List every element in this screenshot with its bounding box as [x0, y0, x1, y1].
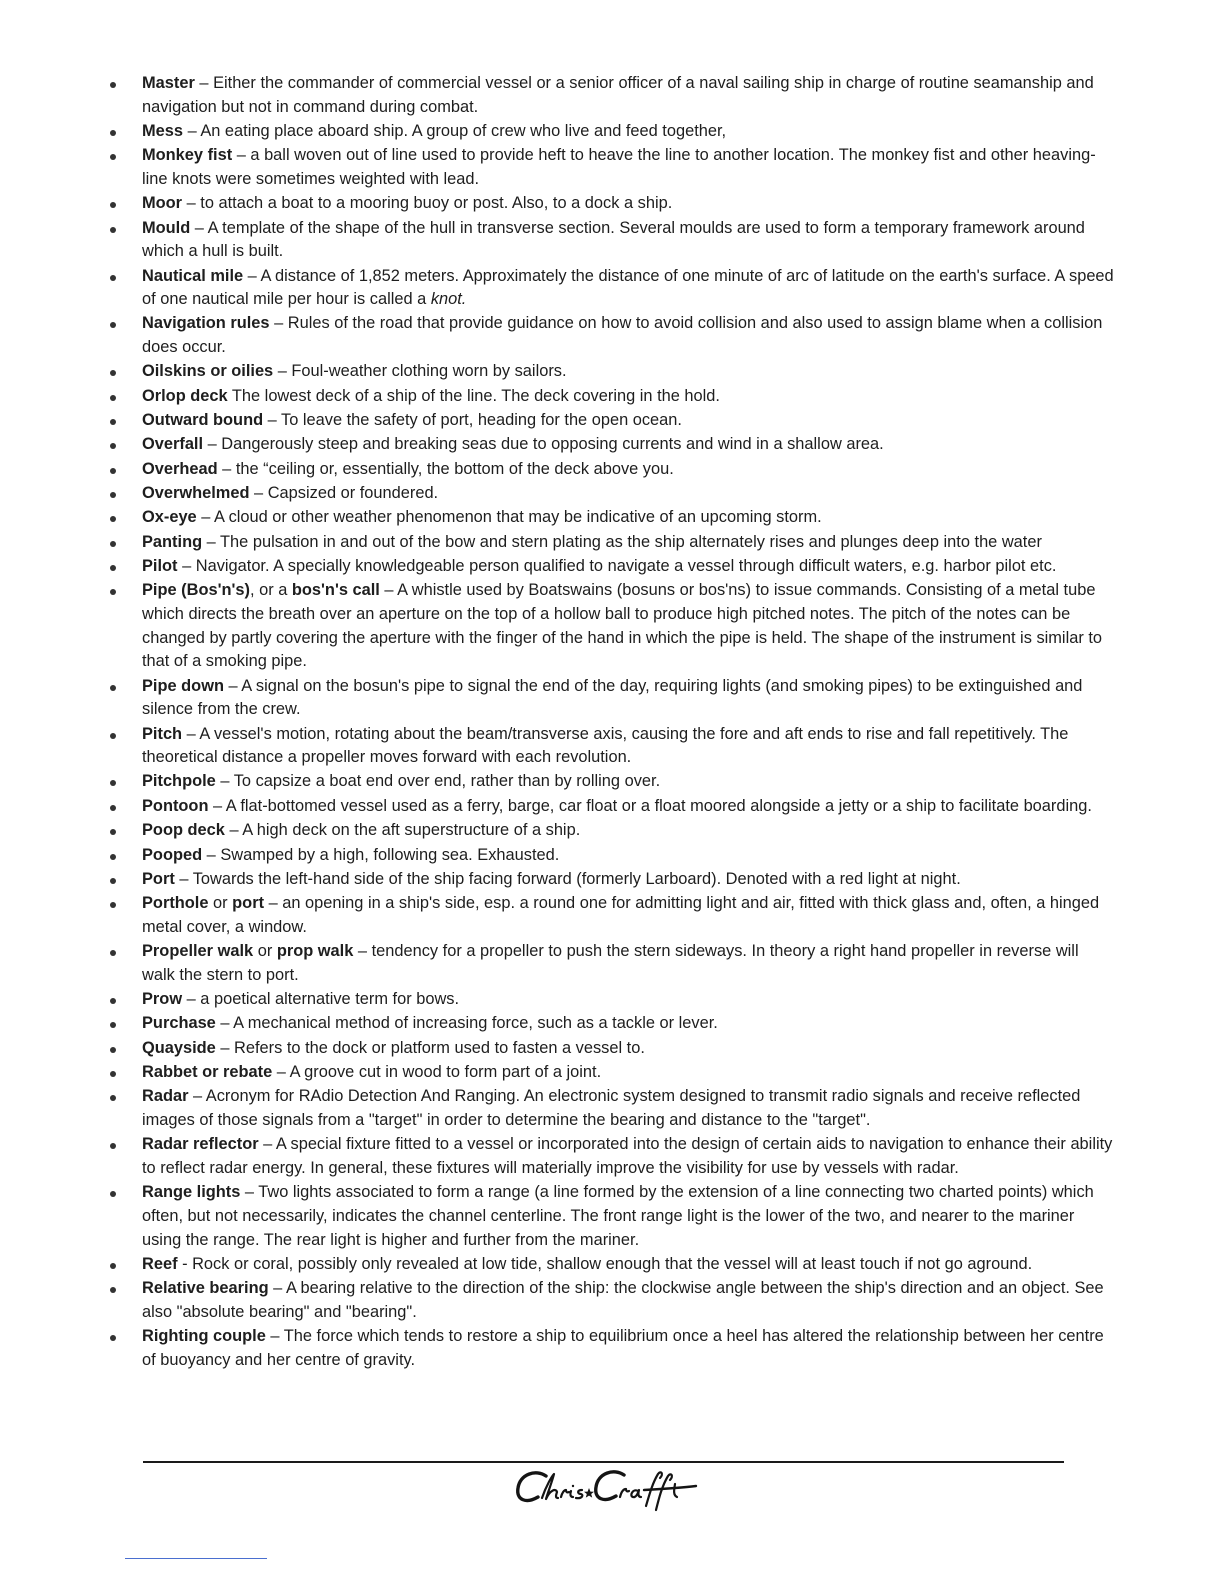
glossary-term: Prow — [142, 990, 183, 1009]
bullet-icon — [110, 468, 116, 474]
glossary-definition: – The pulsation in and out of the bow and stern plating as the ship alternately rises and plunges deep into the water — [202, 532, 1042, 551]
bullet-icon — [110, 275, 116, 281]
glossary-connector: or — [253, 942, 277, 961]
svg-text:Chris★Craft: Chris★Craft — [604, 1518, 610, 1519]
glossary-term: Overwhelmed — [142, 484, 250, 503]
glossary-term: Ox-eye — [142, 508, 197, 527]
glossary-definition: – A special fixture fitted to a vessel or incorporated into the design of certain aids to navigation to enhance their ability to reflect radar energy. In general, these fixtures will materially improve the visibility for use by vessels with radar. — [142, 1135, 1113, 1177]
glossary-definition: – A high deck on the aft superstructure of a ship. — [224, 821, 581, 840]
glossary-term: Master — [142, 74, 195, 92]
glossary-connector: , or a — [249, 581, 292, 600]
glossary-entry — [100, 723, 1114, 770]
glossary-entry — [100, 265, 1114, 312]
glossary-term: Navigation rules — [142, 314, 270, 333]
bullet-icon — [110, 1287, 116, 1293]
glossary-definition: – The force which tends to restore a ship to equilibrium once a heel has altered the relationship between her centre of buoyancy and her centre of gravity. — [142, 1327, 1104, 1369]
bullet-icon — [110, 565, 116, 571]
glossary-term: Monkey fist — [142, 146, 233, 165]
glossary-entry — [100, 192, 1114, 216]
glossary-term: Pitch — [142, 724, 183, 743]
glossary-entry — [100, 144, 1114, 191]
glossary-definition: – Either the commander of commercial vessel or a senior officer of a naval sailing ship in charge of routine seamanship and navigation but not in command during combat. — [142, 74, 1094, 116]
bullet-icon — [110, 878, 116, 884]
glossary-definition: – Dangerously steep and breaking seas due to opposing currents and wind in a shallow area. — [203, 435, 884, 454]
glossary-term: Nautical mile — [142, 266, 244, 285]
bullet-icon — [110, 589, 116, 595]
glossary-definition: – A flat-bottomed vessel used as a ferry, barge, car float or a float moored alongside a jetty or a ship to facilitate boarding. — [208, 796, 1092, 815]
glossary-term: Overfall — [142, 435, 204, 454]
glossary-entry — [100, 433, 1114, 457]
glossary-term: Poop deck — [142, 821, 225, 840]
glossary-definition: – a ball woven out of line used to provide heft to heave the line to another location. The monkey fist and other heaving-line knots were sometimes weighted with lead. — [142, 146, 1096, 188]
bullet-icon — [110, 443, 116, 449]
glossary-definition: – to attach a boat to a mooring buoy or post. Also, to a dock a ship. — [182, 194, 673, 213]
glossary-entry — [100, 217, 1114, 264]
glossary-term: Mess — [142, 121, 184, 140]
glossary-definition: – Navigator. A specially knowledgeable person qualified to navigate a vessel through difficult waters, e.g. harbor pilot etc. — [177, 557, 1057, 576]
glossary-entry — [100, 892, 1114, 939]
glossary-entry — [100, 868, 1114, 892]
glossary-definition: – Refers to the dock or platform used to fasten a vessel to. — [215, 1038, 645, 1057]
bullet-icon — [110, 1143, 116, 1149]
bullet-icon — [110, 780, 116, 786]
glossary-definition: – A distance of 1,852 meters. Approximately the distance of one minute of arc of latitude on the earth's surface. A speed of one nautical mile per hour is called a — [142, 266, 1114, 309]
bullet-icon — [110, 854, 116, 860]
glossary-entry — [100, 531, 1114, 555]
footer-divider — [143, 1461, 1064, 1463]
glossary-definition: The lowest deck of a ship of the line. The deck covering in the hold. — [227, 386, 720, 405]
glossary-entry — [100, 458, 1114, 482]
glossary-term: Radar — [142, 1087, 189, 1106]
glossary-term: Orlop deck — [142, 386, 228, 405]
glossary-term: Pontoon — [142, 796, 209, 815]
glossary-entry — [100, 1181, 1114, 1252]
glossary-term: Panting — [142, 532, 203, 551]
glossary-entry — [100, 795, 1114, 819]
glossary-entry — [100, 1133, 1114, 1180]
glossary-definition: – Two lights associated to form a range (a line formed by the extension of a line connecting two charted points) which often, but not necessarily, indicates the channel centerline. The front range light is the lower of the two, and nearer to the mariner using the range. The rear light is higher and further from the mariner. — [142, 1183, 1094, 1249]
glossary-definition: – Acronym for RAdio Detection And Ranging. An electronic system designed to transmit radio signals and receive reflected images of those signals from a "target" in order to determine the bearing and distance to the "target". — [142, 1087, 1081, 1130]
glossary-definition: – Swamped by a high, following sea. Exhausted. — [202, 845, 560, 864]
bullet-icon — [110, 516, 116, 522]
glossary-definition: – Towards the left-hand side of the ship facing forward (formerly Larboard). Denoted with a red light at night. — [174, 869, 961, 888]
glossary-entry — [100, 1037, 1114, 1061]
glossary-emphasis: knot. — [430, 290, 467, 309]
bullet-icon — [110, 998, 116, 1004]
glossary-definition: – An eating place aboard ship. A group of crew who live and feed together, — [183, 121, 727, 140]
bullet-icon — [110, 130, 116, 136]
bullet-icon — [110, 1047, 116, 1053]
glossary-definition: – To capsize a boat end over end, rather than by rolling over. — [215, 772, 661, 791]
glossary-entry — [100, 409, 1114, 433]
glossary-entry — [100, 120, 1114, 144]
glossary-entry — [100, 72, 1114, 119]
glossary-entry — [100, 385, 1114, 409]
glossary-definition: – A template of the shape of the hull in transverse section. Several moulds are used to form a temporary framework around which a hull is built. — [142, 218, 1085, 261]
glossary-term: Pilot — [142, 557, 178, 576]
bullet-icon — [110, 685, 116, 691]
glossary-definition: – To leave the safety of port, heading for the open ocean. — [263, 411, 682, 430]
bullet-icon — [110, 322, 116, 328]
glossary-entry — [100, 940, 1114, 987]
glossary-entry — [100, 312, 1114, 359]
glossary-definition: – an opening in a ship's side, esp. a round one for admitting light and air, fitted with thick glass and, often, a hinged metal cover, a window. — [142, 894, 1100, 936]
glossary-term: port — [232, 894, 265, 913]
glossary-definition: – A mechanical method of increasing force, such as a tackle or lever. — [215, 1014, 718, 1033]
glossary-term: Mould — [142, 218, 191, 237]
glossary-entry — [100, 360, 1114, 384]
glossary-definition: – A cloud or other weather phenomenon that may be indicative of an upcoming storm. — [196, 508, 822, 527]
glossary-term: Propeller walk — [142, 942, 254, 961]
glossary-entry — [100, 1061, 1114, 1085]
glossary-entry — [100, 844, 1114, 868]
glossary-term: Relative bearing — [142, 1279, 269, 1298]
glossary-entry — [100, 1085, 1114, 1132]
glossary-entry — [100, 988, 1114, 1012]
glossary-term: bos'n's call — [291, 581, 380, 600]
glossary-term: Pipe down — [142, 676, 224, 695]
glossary-entry — [100, 675, 1114, 722]
bullet-icon — [110, 154, 116, 160]
bullet-icon — [110, 1191, 116, 1197]
bullet-icon — [110, 733, 116, 739]
glossary-connector: or — [208, 894, 233, 913]
glossary-term: Pitchpole — [142, 772, 216, 791]
glossary-term: Pooped — [142, 845, 203, 864]
glossary-term: Port — [142, 869, 175, 888]
bullet-icon — [110, 419, 116, 425]
bullet-icon — [110, 82, 116, 88]
glossary-term: Outward bound — [142, 411, 264, 430]
bullet-icon — [110, 370, 116, 376]
glossary-entry — [100, 506, 1114, 530]
glossary-definition: – A signal on the bosun's pipe to signal the end of the day, requiring lights (and smoking pipes) to be extinguished and silence from the crew. — [142, 676, 1083, 719]
glossary-entry — [100, 1012, 1114, 1036]
glossary-definition: – A vessel's motion, rotating about the beam/transverse axis, causing the fore and aft ends to rise and fall repetitively. The theoretical distance a propeller moves forward with each revolution. — [142, 724, 1069, 767]
page-bottom-line — [125, 1558, 267, 1559]
glossary-term: Oilskins or oilies — [142, 362, 274, 381]
glossary-entry — [100, 482, 1114, 506]
bullet-icon — [110, 541, 116, 547]
glossary-term: Reef — [142, 1254, 178, 1273]
bullet-icon — [110, 805, 116, 811]
glossary-term: Moor — [142, 194, 183, 213]
glossary-definition: - Rock or coral, possibly only revealed at low tide, shallow enough that the vessel will at least touch if not go aground. — [177, 1254, 1033, 1273]
glossary-definition: – a poetical alternative term for bows. — [182, 990, 460, 1009]
glossary-definition: – Rules of the road that provide guidance on how to avoid collision and also used to assign blame when a collision does occur. — [142, 314, 1103, 357]
glossary-entry — [100, 1277, 1114, 1324]
glossary-entry — [100, 555, 1114, 579]
glossary-definition: – Capsized or foundered. — [249, 484, 439, 503]
glossary-definition: – tendency for a propeller to push the stern sideways. In theory a right hand propeller in reverse will walk the stern to port. — [142, 942, 1079, 984]
bullet-icon — [110, 1095, 116, 1101]
glossary-term: Pipe (Bos'n's) — [142, 581, 250, 600]
bullet-icon — [110, 227, 116, 233]
bullet-icon — [110, 1263, 116, 1269]
glossary-definition: – A bearing relative to the direction of the ship: the clockwise angle between the ship's direction and an object. See also "absolute bearing" and "bearing". — [142, 1279, 1104, 1321]
glossary-term: Purchase — [142, 1014, 216, 1033]
glossary-term: prop walk — [276, 942, 354, 961]
glossary-term: Porthole — [142, 894, 209, 913]
glossary-entry — [100, 1253, 1114, 1277]
glossary-term: Overhead — [142, 459, 218, 478]
bullet-icon — [110, 1022, 116, 1028]
bullet-icon — [110, 395, 116, 401]
chris-craft-logo — [512, 1466, 702, 1520]
glossary-term: Rabbet or rebate — [142, 1063, 273, 1082]
glossary-term: Quayside — [142, 1038, 216, 1057]
bullet-icon — [110, 492, 116, 498]
glossary-definition: – Foul-weather clothing worn by sailors. — [273, 362, 567, 381]
glossary-definition: – the “ceiling or, essentially, the bottom of the deck above you. — [217, 459, 674, 478]
glossary-term: Radar reflector — [142, 1135, 259, 1154]
glossary-entry — [100, 770, 1114, 794]
glossary-entry — [100, 1325, 1114, 1372]
bullet-icon — [110, 1071, 116, 1077]
bullet-icon — [110, 829, 116, 835]
glossary-term: Range lights — [142, 1183, 241, 1202]
bullet-icon — [110, 902, 116, 908]
glossary-entry — [100, 579, 1114, 673]
glossary-list — [100, 72, 1114, 1373]
bullet-icon — [110, 950, 116, 956]
glossary-definition: – A groove cut in wood to form part of a joint. — [272, 1063, 602, 1082]
glossary-entry — [100, 819, 1114, 843]
glossary-definition: – A whistle used by Boatswains (bosuns or bos'ns) to issue commands. Consisting of a metal tube which directs the breath over an aperture on the top of a hollow ball to produce high pitched notes. The pitch of the notes can be changed by partly covering the aperture with the finger of the hand in which the pipe is held. The shape of the instrument is similar to that of a smoking pipe. — [142, 581, 1103, 671]
bullet-icon — [110, 202, 116, 208]
glossary-term: Righting couple — [142, 1327, 266, 1346]
bullet-icon — [110, 1335, 116, 1341]
